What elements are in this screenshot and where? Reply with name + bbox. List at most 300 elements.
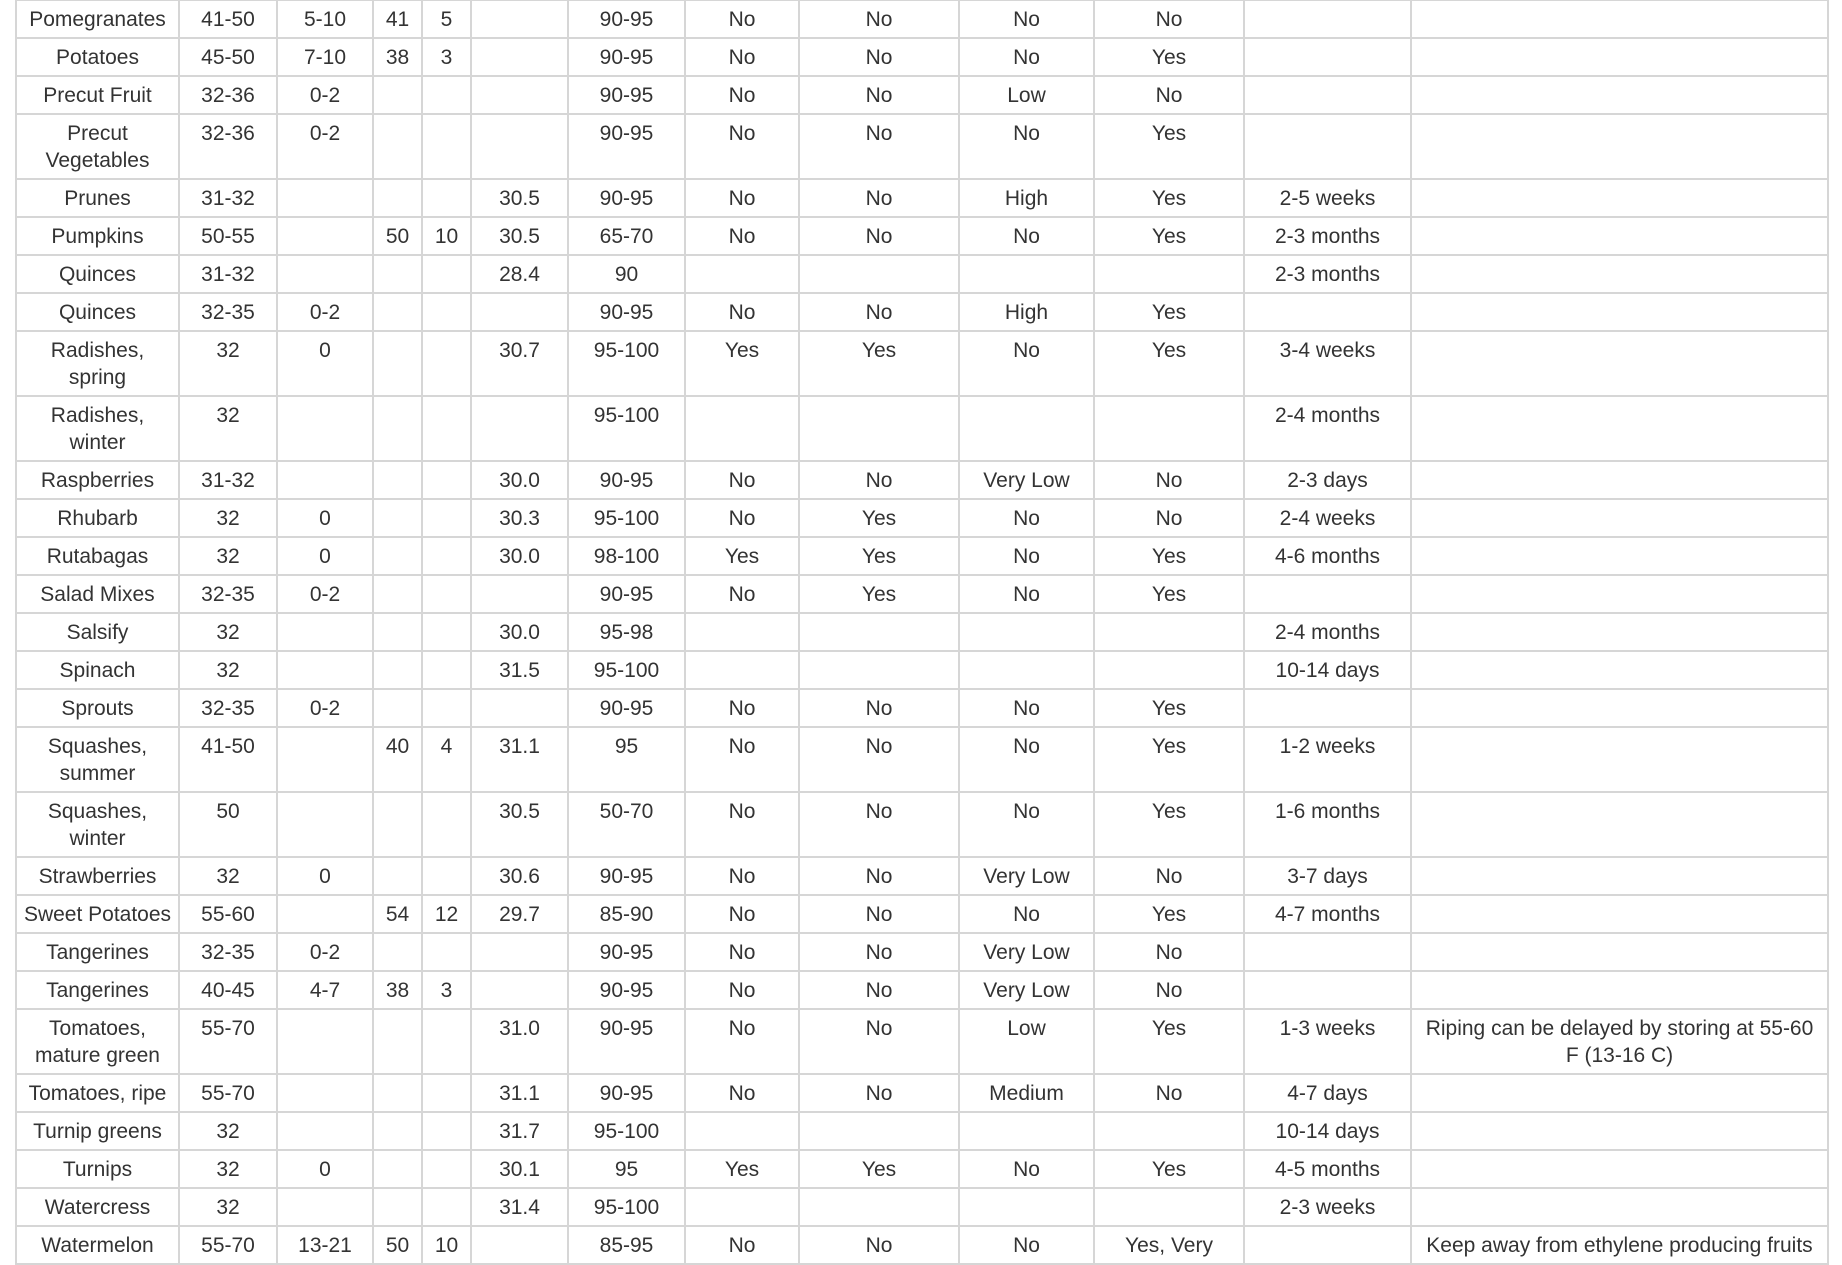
notes-cell xyxy=(1411,857,1828,895)
notes-cell xyxy=(1411,575,1828,613)
table-row xyxy=(16,1188,1828,1226)
storage-life-cell: 4-7 months xyxy=(1244,895,1411,933)
chill-threshold-f-cell xyxy=(373,1112,422,1150)
storage-temp-f-cell: 32-36 xyxy=(179,114,277,179)
ethylene-producer-cell: No xyxy=(685,1074,799,1112)
storage-temp-f-cell: 32-35 xyxy=(179,689,277,727)
storage-temp-c-cell: 5-10 xyxy=(277,0,373,38)
humidity-cell: 90-95 xyxy=(568,1009,685,1074)
freezing-point-cell: 30.5 xyxy=(471,179,568,217)
freezing-point-cell: 31.1 xyxy=(471,727,568,792)
chill-threshold-c-cell: 4 xyxy=(422,727,471,792)
storage-temp-f-cell: 45-50 xyxy=(179,38,277,76)
chill-threshold-f-cell: 40 xyxy=(373,727,422,792)
humidity-cell: 85-90 xyxy=(568,895,685,933)
ethylene-sensitive-cell: No xyxy=(799,179,959,217)
humidity-cell: 85-95 xyxy=(568,1226,685,1264)
ethylene-producer-cell: No xyxy=(685,499,799,537)
storage-life-cell xyxy=(1244,293,1411,331)
storage-temp-c-cell: 0 xyxy=(277,331,373,396)
mist-cell xyxy=(1094,613,1244,651)
humidity-cell: 95-98 xyxy=(568,613,685,651)
notes-cell xyxy=(1411,255,1828,293)
storage-temp-c-cell xyxy=(277,792,373,857)
humidity-cell: 90-95 xyxy=(568,38,685,76)
freezing-point-cell: 30.7 xyxy=(471,331,568,396)
chill-threshold-f-cell xyxy=(373,933,422,971)
ethylene-producer-cell: No xyxy=(685,575,799,613)
storage-temp-c-cell: 7-10 xyxy=(277,38,373,76)
commodity-cell: Salsify xyxy=(16,613,179,651)
mist-cell: No xyxy=(1094,0,1244,38)
ethylene-level-cell: No xyxy=(959,537,1094,575)
notes-cell xyxy=(1411,499,1828,537)
commodity-cell: Strawberries xyxy=(16,857,179,895)
freezing-point-cell: 31.1 xyxy=(471,1074,568,1112)
storage-temp-f-cell: 41-50 xyxy=(179,0,277,38)
chill-threshold-c-cell xyxy=(422,537,471,575)
mist-cell: Yes, Very xyxy=(1094,1226,1244,1264)
humidity-cell: 95 xyxy=(568,1150,685,1188)
storage-life-cell xyxy=(1244,971,1411,1009)
chill-threshold-f-cell xyxy=(373,1009,422,1074)
storage-life-cell xyxy=(1244,689,1411,727)
humidity-cell: 95-100 xyxy=(568,499,685,537)
mist-cell: Yes xyxy=(1094,38,1244,76)
humidity-cell: 90-95 xyxy=(568,1074,685,1112)
notes-cell xyxy=(1411,1112,1828,1150)
ethylene-level-cell: Very Low xyxy=(959,933,1094,971)
storage-temp-f-cell: 55-60 xyxy=(179,895,277,933)
table-row xyxy=(16,689,1828,727)
freezing-point-cell: 31.0 xyxy=(471,1009,568,1074)
storage-temp-f-cell: 32 xyxy=(179,537,277,575)
ethylene-sensitive-cell: Yes xyxy=(799,575,959,613)
table-body xyxy=(16,0,1828,1264)
humidity-cell: 95 xyxy=(568,727,685,792)
humidity-cell: 90-95 xyxy=(568,689,685,727)
chill-threshold-c-cell xyxy=(422,461,471,499)
ethylene-level-cell: No xyxy=(959,1226,1094,1264)
ethylene-producer-cell: No xyxy=(685,857,799,895)
commodity-cell: Pumpkins xyxy=(16,217,179,255)
storage-life-cell: 1-6 months xyxy=(1244,792,1411,857)
storage-temp-c-cell: 13-21 xyxy=(277,1226,373,1264)
storage-temp-c-cell: 0-2 xyxy=(277,689,373,727)
chill-threshold-f-cell xyxy=(373,396,422,461)
notes-cell xyxy=(1411,651,1828,689)
table-row xyxy=(16,293,1828,331)
storage-life-cell: 10-14 days xyxy=(1244,651,1411,689)
ethylene-sensitive-cell: No xyxy=(799,1074,959,1112)
mist-cell: No xyxy=(1094,971,1244,1009)
mist-cell: Yes xyxy=(1094,727,1244,792)
humidity-cell: 95-100 xyxy=(568,1188,685,1226)
chill-threshold-f-cell xyxy=(373,293,422,331)
ethylene-sensitive-cell: Yes xyxy=(799,331,959,396)
notes-cell xyxy=(1411,727,1828,792)
storage-temp-c-cell: 0-2 xyxy=(277,293,373,331)
table-row xyxy=(16,575,1828,613)
chill-threshold-c-cell xyxy=(422,1112,471,1150)
ethylene-level-cell xyxy=(959,255,1094,293)
notes-cell xyxy=(1411,971,1828,1009)
ethylene-producer-cell: No xyxy=(685,114,799,179)
ethylene-producer-cell xyxy=(685,255,799,293)
chill-threshold-f-cell: 50 xyxy=(373,1226,422,1264)
commodity-cell: Tomatoes, ripe xyxy=(16,1074,179,1112)
ethylene-level-cell: Very Low xyxy=(959,461,1094,499)
ethylene-producer-cell xyxy=(685,651,799,689)
ethylene-sensitive-cell: No xyxy=(799,933,959,971)
mist-cell xyxy=(1094,1112,1244,1150)
chill-threshold-f-cell: 38 xyxy=(373,971,422,1009)
ethylene-sensitive-cell: No xyxy=(799,38,959,76)
mist-cell: No xyxy=(1094,499,1244,537)
notes-cell xyxy=(1411,613,1828,651)
storage-temp-f-cell: 31-32 xyxy=(179,179,277,217)
storage-temp-c-cell: 0 xyxy=(277,857,373,895)
notes-cell xyxy=(1411,179,1828,217)
mist-cell: Yes xyxy=(1094,114,1244,179)
mist-cell: No xyxy=(1094,857,1244,895)
humidity-cell: 90-95 xyxy=(568,114,685,179)
chill-threshold-c-cell: 12 xyxy=(422,895,471,933)
ethylene-producer-cell: No xyxy=(685,689,799,727)
storage-temp-f-cell: 32-36 xyxy=(179,76,277,114)
notes-cell xyxy=(1411,396,1828,461)
notes-cell xyxy=(1411,1150,1828,1188)
commodity-cell: Squashes, summer xyxy=(16,727,179,792)
storage-temp-f-cell: 50-55 xyxy=(179,217,277,255)
commodity-cell: Pomegranates xyxy=(16,0,179,38)
storage-life-cell: 3-4 weeks xyxy=(1244,331,1411,396)
freezing-point-cell xyxy=(471,38,568,76)
chill-threshold-f-cell xyxy=(373,114,422,179)
ethylene-producer-cell: No xyxy=(685,76,799,114)
storage-temp-f-cell: 32 xyxy=(179,396,277,461)
humidity-cell: 95-100 xyxy=(568,396,685,461)
ethylene-level-cell: No xyxy=(959,792,1094,857)
ethylene-level-cell: No xyxy=(959,727,1094,792)
ethylene-level-cell: No xyxy=(959,689,1094,727)
commodity-cell: Radishes, spring xyxy=(16,331,179,396)
commodity-cell: Tomatoes, mature green xyxy=(16,1009,179,1074)
chill-threshold-f-cell xyxy=(373,331,422,396)
commodity-cell: Turnips xyxy=(16,1150,179,1188)
ethylene-producer-cell: No xyxy=(685,179,799,217)
ethylene-level-cell: High xyxy=(959,179,1094,217)
chill-threshold-c-cell xyxy=(422,857,471,895)
notes-cell xyxy=(1411,331,1828,396)
storage-temp-c-cell xyxy=(277,613,373,651)
ethylene-sensitive-cell: No xyxy=(799,727,959,792)
storage-temp-c-cell xyxy=(277,1188,373,1226)
storage-temp-c-cell: 0 xyxy=(277,499,373,537)
table-row xyxy=(16,1009,1828,1074)
ethylene-producer-cell xyxy=(685,1188,799,1226)
storage-temp-c-cell: 0-2 xyxy=(277,575,373,613)
ethylene-sensitive-cell: Yes xyxy=(799,1150,959,1188)
notes-cell xyxy=(1411,689,1828,727)
ethylene-producer-cell xyxy=(685,1112,799,1150)
mist-cell: No xyxy=(1094,76,1244,114)
freezing-point-cell: 31.4 xyxy=(471,1188,568,1226)
humidity-cell: 90-95 xyxy=(568,575,685,613)
mist-cell: Yes xyxy=(1094,179,1244,217)
notes-cell xyxy=(1411,1188,1828,1226)
chill-threshold-c-cell xyxy=(422,1074,471,1112)
storage-temp-c-cell xyxy=(277,1009,373,1074)
ethylene-level-cell: No xyxy=(959,331,1094,396)
commodity-cell: Raspberries xyxy=(16,461,179,499)
commodity-cell: Precut Fruit xyxy=(16,76,179,114)
table-row xyxy=(16,933,1828,971)
mist-cell xyxy=(1094,651,1244,689)
chill-threshold-f-cell xyxy=(373,499,422,537)
notes-cell: Riping can be delayed by storing at 55-60 F (13-16 C) xyxy=(1411,1009,1828,1074)
freezing-point-cell xyxy=(471,1226,568,1264)
ethylene-producer-cell: Yes xyxy=(685,1150,799,1188)
storage-temp-f-cell: 32-35 xyxy=(179,293,277,331)
storage-temp-f-cell: 32 xyxy=(179,651,277,689)
chill-threshold-f-cell: 50 xyxy=(373,217,422,255)
storage-life-cell: 4-5 months xyxy=(1244,1150,1411,1188)
table-row xyxy=(16,537,1828,575)
chill-threshold-f-cell xyxy=(373,1074,422,1112)
freezing-point-cell xyxy=(471,293,568,331)
ethylene-producer-cell: No xyxy=(685,933,799,971)
storage-temp-c-cell xyxy=(277,1112,373,1150)
table-row xyxy=(16,179,1828,217)
chill-threshold-c-cell xyxy=(422,1150,471,1188)
table-row xyxy=(16,114,1828,179)
ethylene-level-cell: No xyxy=(959,0,1094,38)
storage-life-cell: 2-3 months xyxy=(1244,255,1411,293)
storage-temp-f-cell: 31-32 xyxy=(179,255,277,293)
storage-temp-f-cell: 32 xyxy=(179,857,277,895)
notes-cell xyxy=(1411,293,1828,331)
storage-temp-c-cell xyxy=(277,179,373,217)
ethylene-producer-cell: Yes xyxy=(685,537,799,575)
ethylene-sensitive-cell: No xyxy=(799,1226,959,1264)
storage-temp-f-cell: 41-50 xyxy=(179,727,277,792)
freezing-point-cell: 30.6 xyxy=(471,857,568,895)
notes-cell xyxy=(1411,0,1828,38)
chill-threshold-c-cell xyxy=(422,76,471,114)
chill-threshold-c-cell xyxy=(422,1009,471,1074)
humidity-cell: 90-95 xyxy=(568,76,685,114)
table-row xyxy=(16,0,1828,38)
humidity-cell: 90 xyxy=(568,255,685,293)
chill-threshold-f-cell xyxy=(373,461,422,499)
commodity-cell: Tangerines xyxy=(16,971,179,1009)
ethylene-level-cell: No xyxy=(959,499,1094,537)
ethylene-sensitive-cell xyxy=(799,255,959,293)
humidity-cell: 90-95 xyxy=(568,179,685,217)
notes-cell xyxy=(1411,895,1828,933)
freezing-point-cell xyxy=(471,933,568,971)
commodity-cell: Precut Vegetables xyxy=(16,114,179,179)
ethylene-sensitive-cell: No xyxy=(799,971,959,1009)
ethylene-sensitive-cell xyxy=(799,1188,959,1226)
table-row xyxy=(16,1074,1828,1112)
ethylene-producer-cell xyxy=(685,396,799,461)
storage-temp-c-cell: 0 xyxy=(277,537,373,575)
storage-life-cell: 2-4 months xyxy=(1244,613,1411,651)
ethylene-sensitive-cell: No xyxy=(799,217,959,255)
chill-threshold-f-cell: 38 xyxy=(373,38,422,76)
produce-storage-table xyxy=(15,0,1829,1265)
ethylene-level-cell xyxy=(959,396,1094,461)
storage-life-cell: 2-4 weeks xyxy=(1244,499,1411,537)
freezing-point-cell: 31.5 xyxy=(471,651,568,689)
commodity-cell: Radishes, winter xyxy=(16,396,179,461)
storage-life-cell xyxy=(1244,76,1411,114)
ethylene-sensitive-cell: No xyxy=(799,1009,959,1074)
ethylene-producer-cell: No xyxy=(685,727,799,792)
ethylene-level-cell: No xyxy=(959,1150,1094,1188)
notes-cell xyxy=(1411,114,1828,179)
freezing-point-cell xyxy=(471,575,568,613)
table-row xyxy=(16,331,1828,396)
chill-threshold-c-cell xyxy=(422,1188,471,1226)
commodity-cell: Sweet Potatoes xyxy=(16,895,179,933)
storage-temp-c-cell xyxy=(277,217,373,255)
chill-threshold-f-cell xyxy=(373,651,422,689)
freezing-point-cell: 29.7 xyxy=(471,895,568,933)
storage-life-cell xyxy=(1244,0,1411,38)
notes-cell: Keep away from ethylene producing fruits xyxy=(1411,1226,1828,1264)
humidity-cell: 90-95 xyxy=(568,857,685,895)
storage-life-cell: 10-14 days xyxy=(1244,1112,1411,1150)
chill-threshold-f-cell xyxy=(373,689,422,727)
freezing-point-cell: 30.0 xyxy=(471,613,568,651)
notes-cell xyxy=(1411,217,1828,255)
storage-life-cell: 4-6 months xyxy=(1244,537,1411,575)
chill-threshold-f-cell xyxy=(373,179,422,217)
chill-threshold-c-cell: 10 xyxy=(422,217,471,255)
ethylene-producer-cell: No xyxy=(685,971,799,1009)
notes-cell xyxy=(1411,76,1828,114)
freezing-point-cell: 30.5 xyxy=(471,217,568,255)
humidity-cell: 90-95 xyxy=(568,971,685,1009)
commodity-cell: Squashes, winter xyxy=(16,792,179,857)
table-row xyxy=(16,792,1828,857)
humidity-cell: 65-70 xyxy=(568,217,685,255)
storage-temp-f-cell: 32 xyxy=(179,613,277,651)
ethylene-sensitive-cell: Yes xyxy=(799,537,959,575)
storage-life-cell: 2-5 weeks xyxy=(1244,179,1411,217)
ethylene-level-cell: No xyxy=(959,114,1094,179)
ethylene-level-cell: Low xyxy=(959,1009,1094,1074)
commodity-cell: Salad Mixes xyxy=(16,575,179,613)
ethylene-sensitive-cell: No xyxy=(799,76,959,114)
humidity-cell: 90-95 xyxy=(568,0,685,38)
commodity-cell: Potatoes xyxy=(16,38,179,76)
mist-cell: Yes xyxy=(1094,537,1244,575)
storage-temp-f-cell: 32 xyxy=(179,1112,277,1150)
table-row xyxy=(16,857,1828,895)
notes-cell xyxy=(1411,933,1828,971)
mist-cell: Yes xyxy=(1094,1150,1244,1188)
freezing-point-cell xyxy=(471,689,568,727)
freezing-point-cell: 31.7 xyxy=(471,1112,568,1150)
storage-life-cell: 2-4 months xyxy=(1244,396,1411,461)
storage-temp-c-cell xyxy=(277,461,373,499)
notes-cell xyxy=(1411,792,1828,857)
table-row xyxy=(16,971,1828,1009)
storage-temp-c-cell xyxy=(277,255,373,293)
ethylene-sensitive-cell: No xyxy=(799,114,959,179)
table-row xyxy=(16,727,1828,792)
ethylene-producer-cell: Yes xyxy=(685,331,799,396)
freezing-point-cell xyxy=(471,971,568,1009)
mist-cell: Yes xyxy=(1094,689,1244,727)
ethylene-level-cell: No xyxy=(959,38,1094,76)
chill-threshold-f-cell: 41 xyxy=(373,0,422,38)
commodity-cell: Quinces xyxy=(16,255,179,293)
chill-threshold-c-cell xyxy=(422,114,471,179)
humidity-cell: 95-100 xyxy=(568,331,685,396)
humidity-cell: 98-100 xyxy=(568,537,685,575)
ethylene-sensitive-cell xyxy=(799,613,959,651)
ethylene-producer-cell: No xyxy=(685,1009,799,1074)
ethylene-level-cell: No xyxy=(959,217,1094,255)
chill-threshold-c-cell: 3 xyxy=(422,971,471,1009)
ethylene-sensitive-cell: No xyxy=(799,857,959,895)
ethylene-producer-cell: No xyxy=(685,461,799,499)
table-row xyxy=(16,38,1828,76)
freezing-point-cell: 30.5 xyxy=(471,792,568,857)
ethylene-level-cell: No xyxy=(959,575,1094,613)
freezing-point-cell xyxy=(471,0,568,38)
mist-cell: Yes xyxy=(1094,1009,1244,1074)
storage-life-cell xyxy=(1244,38,1411,76)
ethylene-sensitive-cell: Yes xyxy=(799,499,959,537)
chill-threshold-c-cell xyxy=(422,613,471,651)
table-row xyxy=(16,1226,1828,1264)
table-row xyxy=(16,895,1828,933)
ethylene-producer-cell: No xyxy=(685,38,799,76)
mist-cell xyxy=(1094,396,1244,461)
humidity-cell: 90-95 xyxy=(568,933,685,971)
table-row xyxy=(16,255,1828,293)
storage-temp-f-cell: 32 xyxy=(179,499,277,537)
ethylene-sensitive-cell xyxy=(799,396,959,461)
ethylene-level-cell: Very Low xyxy=(959,971,1094,1009)
humidity-cell: 50-70 xyxy=(568,792,685,857)
chill-threshold-c-cell xyxy=(422,255,471,293)
chill-threshold-c-cell xyxy=(422,179,471,217)
mist-cell: No xyxy=(1094,933,1244,971)
humidity-cell: 95-100 xyxy=(568,651,685,689)
ethylene-producer-cell: No xyxy=(685,293,799,331)
storage-life-cell xyxy=(1244,1226,1411,1264)
chill-threshold-c-cell xyxy=(422,331,471,396)
ethylene-sensitive-cell xyxy=(799,651,959,689)
table-row xyxy=(16,613,1828,651)
table-row xyxy=(16,76,1828,114)
storage-temp-f-cell: 55-70 xyxy=(179,1074,277,1112)
storage-life-cell: 1-2 weeks xyxy=(1244,727,1411,792)
storage-life-cell: 2-3 days xyxy=(1244,461,1411,499)
commodity-cell: Turnip greens xyxy=(16,1112,179,1150)
ethylene-level-cell xyxy=(959,1112,1094,1150)
humidity-cell: 95-100 xyxy=(568,1112,685,1150)
ethylene-sensitive-cell: No xyxy=(799,689,959,727)
notes-cell xyxy=(1411,38,1828,76)
